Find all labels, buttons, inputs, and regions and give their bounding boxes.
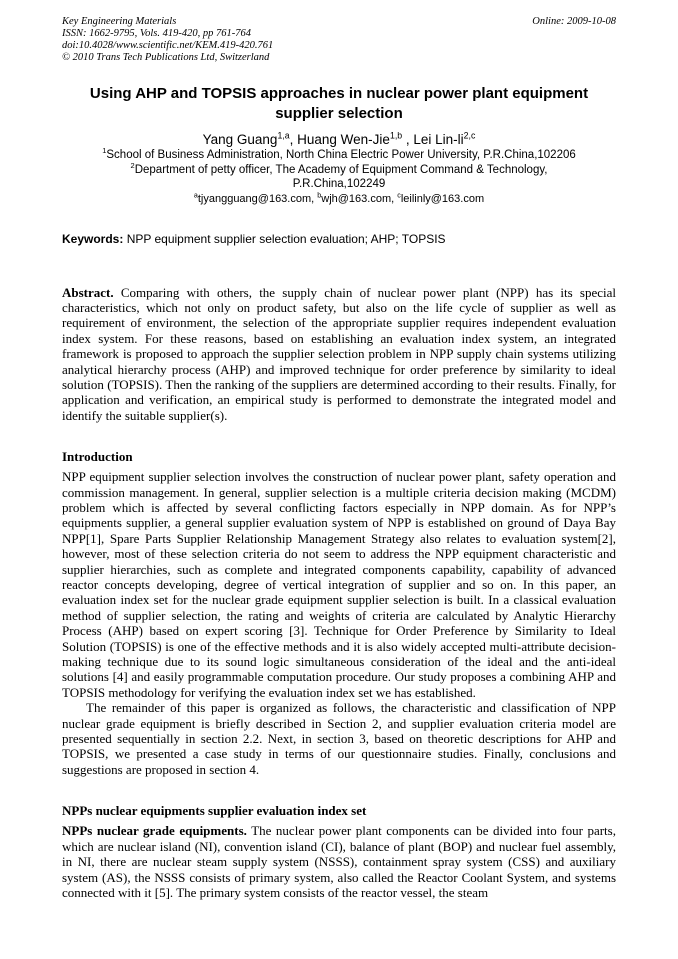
author-name: , Lei Lin-li (402, 132, 464, 147)
affiliation-mark: 1 (102, 146, 107, 156)
affiliation-mark: 2 (130, 160, 135, 170)
email-address: tjyangguang@163.com, (197, 192, 318, 205)
affiliation-1 (62, 148, 616, 163)
affiliation-text: School of Business Administration, North China Electric Power University, P.R.China,102206 (106, 149, 576, 161)
section-heading-index-set: NPPs nuclear equipments supplier evaluation index set (62, 803, 367, 819)
journal-copyright-line: © 2010 Trans Tech Publications Ltd, Switzerland (62, 52, 270, 63)
author-affiliation-mark: 1,b (389, 130, 403, 141)
journal-doi-line: doi:10.4028/www.scientific.net/KEM.419-420.761 (62, 40, 274, 51)
paragraph-lead: NPPs nuclear grade equipments. (62, 823, 247, 839)
abstract-text: Comparing with others, the supply chain of nuclear power plant (NPP) has its special characteristics, which not only on product safety, but also on the life cycle of supplier as well as requirement of environment, the selection of the appropriate supplier requires independent evaluation index system. For these reasons, based on establishing an evaluation index system, an integrated framework is proposed to approach the supplier selection problem in NPP supply chain systems utilizing analytical hierarchy process (AHP) and improved technique for order preference by similarity to ideal solution (TOPSIS). Then the ranking of the suppliers are determined according to their results. Finally, for application and verification, an empirical study is performed to demonstrate the integrated model and identify the suitable supplier(s). (62, 284, 616, 423)
email-mark: c (397, 190, 401, 199)
journal-issn-line: ISSN: 1662-9795, Vols. 419-420, pp 761-764 (62, 28, 251, 39)
affiliation-text: Department of petty officer, The Academy of Equipment Command & Technology, (134, 163, 548, 176)
abstract-label: Abstract. (62, 284, 114, 300)
email-mark: b (317, 190, 322, 199)
journal-header (62, 16, 616, 64)
keywords-line (62, 232, 616, 247)
email-address: wjh@163.com, (321, 192, 398, 205)
body-paragraph: The remainder of this paper is organized as follows, the characteristic and classification of NPP nuclear grade equipment is briefly described in Section 2, and supplier evaluation criteria model are presented sequentially in section 2.2. Next, in section 3, based on theoretic descriptions for AHP and TOPSIS, we presented a case study in terms of our questionnaire studies. Finally, conclusions and suggestions are proposed in section 4. (62, 700, 616, 777)
paper-title: Using AHP and TOPSIS approaches in nuclear power plant equipment supplier selection (89, 85, 589, 122)
body-paragraph: NPP equipment supplier selection involves the construction of nuclear power plant, safety operation and commission management. In general, supplier selection is a multiple criteria decision making (MCDM) problem which is affected by several conflicting factors especially in NPP domain. As for NPP’s equipments supplier, a general supplier evaluation system of NPP is established on ground of Daya Bay NPP[1], Spare Parts Supplier Relationship Management Strategy also relates to evaluation system[2], however, most of these selection criteria do not seem to address the NPP equipment characteristic and supplier hierarchies, such as complete and integrated components capability, capability of advanced reactor concepts developing, degree of vertical integration of supplier and so on. In this paper, an evaluation index set for the nuclear grade equipment supplier selection is built. In a classical evaluation method of supplier selection, the rating and weights of criteria are calculated by Analytic Hierarchy Process (AHP) based on expert scoring [3]. Technique for Order Preference by Similarity to Ideal Solution (TOPSIS) is one of the effective methods and it is also widely accepted multi-attribute decision-making technique due to its sound logic simultaneous consideration of the ideal and the anti-ideal solutions [4] and easily programmable computation procedure. Our study proposes a combining AHP and TOPSIS methodology for verifying the evaluation index set we has established. (62, 469, 616, 700)
keywords-label: Keywords: (62, 231, 124, 246)
author-affiliation-mark: 2,c (463, 130, 476, 141)
affiliation-text-line: P.R.China,102249 (292, 178, 386, 190)
abstract-paragraph (62, 285, 616, 424)
affiliation-2 (62, 160, 616, 192)
paragraph-text: The nuclear power plant components can be divided into four parts, which are nuclear island (NI), convention island (CI), balance of plant (BOP) and nuclear fuel assembly, in NI, there are nuclear steam supply system (NSSS), containment spray system (CSS) and auxiliary system (AS), the NSSS consists of primary system, also called the Reactor Coolant System, and systems connected with it [5]. The primary system consists of the reactor vessel, the steam (62, 823, 616, 900)
author-emails-line (62, 192, 616, 206)
email-address: leilinly@163.com (400, 192, 485, 205)
section-heading-introduction: Introduction (62, 449, 133, 465)
journal-info-block (62, 16, 273, 64)
affiliation-text-line (62, 160, 616, 178)
online-date: Online: 2009-10-08 (532, 16, 616, 27)
journal-title: Key Engineering Materials (62, 16, 177, 27)
authors-line (62, 131, 616, 148)
author-name: , Huang Wen-Jie (289, 132, 390, 147)
author-name: Yang Guang (202, 132, 278, 147)
body-paragraph (62, 823, 616, 900)
email-mark: a (193, 190, 198, 199)
author-affiliation-mark: 1,a (277, 130, 290, 141)
keywords-text: NPP equipment supplier selection evaluation; AHP; TOPSIS (123, 231, 446, 246)
